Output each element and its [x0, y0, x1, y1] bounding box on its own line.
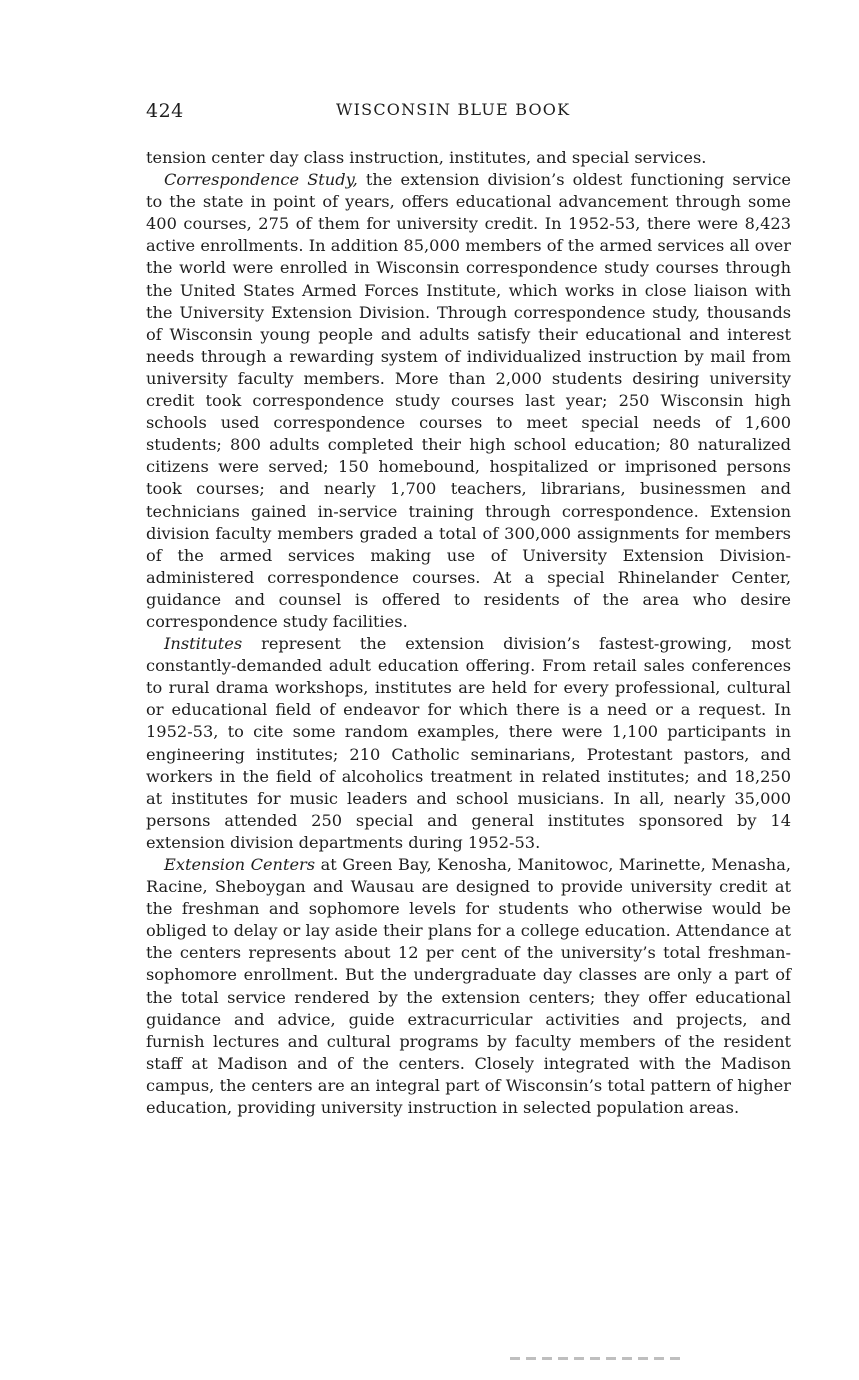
paragraph-institutes	[146, 633, 791, 854]
run-in-heading: Correspondence Study,	[164, 170, 358, 190]
run-in-heading: Extension Centers	[164, 855, 316, 874]
body-text	[146, 147, 791, 1119]
paragraph-extension-centers	[146, 854, 791, 1119]
page-header	[146, 100, 796, 126]
paragraph-text: at Green Bay, Kenosha, Manitowoc, Marinette, Menasha, Racine, Sheboygan and Wausau are designed to provide university credit at the freshman and sophomore levels for students who otherwise would be obliged to delay or lay aside their plans for a college education. Attendance at the centers represents about 12 per cent of the university’s total freshman-sophomore enrollment. But the undergraduate day classes are only a part of the total service rendered by the extension centers; they offer educational guidance and advice, guide extracurricular activities and projects, and furnish lectures and cultural programs by faculty members of the resident staff at Madison and of the centers. Closely integrated with the Madison campus, the centers are an integral part of Wisconsin’s total pattern of higher education, providing university instruction in selected population areas.	[146, 855, 791, 1118]
run-in-heading: Institutes	[164, 634, 243, 654]
page-number: 424	[146, 100, 184, 122]
paragraph-text: tension center day class instruction, institutes, and special services.	[146, 148, 707, 167]
scan-artifact-mark	[510, 1357, 680, 1360]
paragraph-correspondence-study	[146, 169, 791, 633]
running-title: WISCONSIN BLUE BOOK	[336, 100, 571, 119]
paragraph-continuation	[146, 147, 791, 169]
paragraph-text: the extension division’s oldest functioning service to the state in point of years, offers educational advancement through some 400 courses, 275 of them for university credit. In 1952-53, there were 8,423 active enrollments. In addition 85,000 members of the armed services all over the world were enrolled in Wisconsin correspondence study courses through the United States Armed Forces Institute, which works in close liaison with the University Extension Division. Through correspondence study, thousands of Wisconsin young people and adults satisfy their educational and interest needs through a rewarding system of individualized instruction by mail from university faculty members. More than 2,000 students desiring university credit took correspondence study courses last year; 250 Wisconsin high schools used correspondence courses to meet special needs of 1,600 students; 800 adults completed their high school education; 80 naturalized citizens were served; 150 homebound, hospitalized or imprisoned persons took courses; and nearly 1,700 teachers, librarians, businessmen and technicians gained in-service training through correspondence. Extension division faculty members graded a total of 300,000 assignments for members of the armed services making use of University Extension Division-administered correspondence courses. At a special Rhinelander Center, guidance and counsel is offered to residents of the area who desire correspondence study facilities.	[146, 170, 791, 631]
paragraph-text: represent the extension division’s fastest-growing, most constantly-demanded adult education offering. From retail sales conferences to rural drama workshops, institutes are held for every professional, cultural or educational field of endeavor for which there is a need or a request. In 1952-53, to cite some random examples, there were 1,100 participants in engineering institutes; 210 Catholic seminarians, Protestant pastors, and workers in the field of alcoholics treatment in related institutes; and 18,250 at institutes for music leaders and school musicians. In all, nearly 35,000 persons attended 250 special and general institutes sponsored by 14 extension division departments during 1952-53.	[146, 634, 791, 852]
